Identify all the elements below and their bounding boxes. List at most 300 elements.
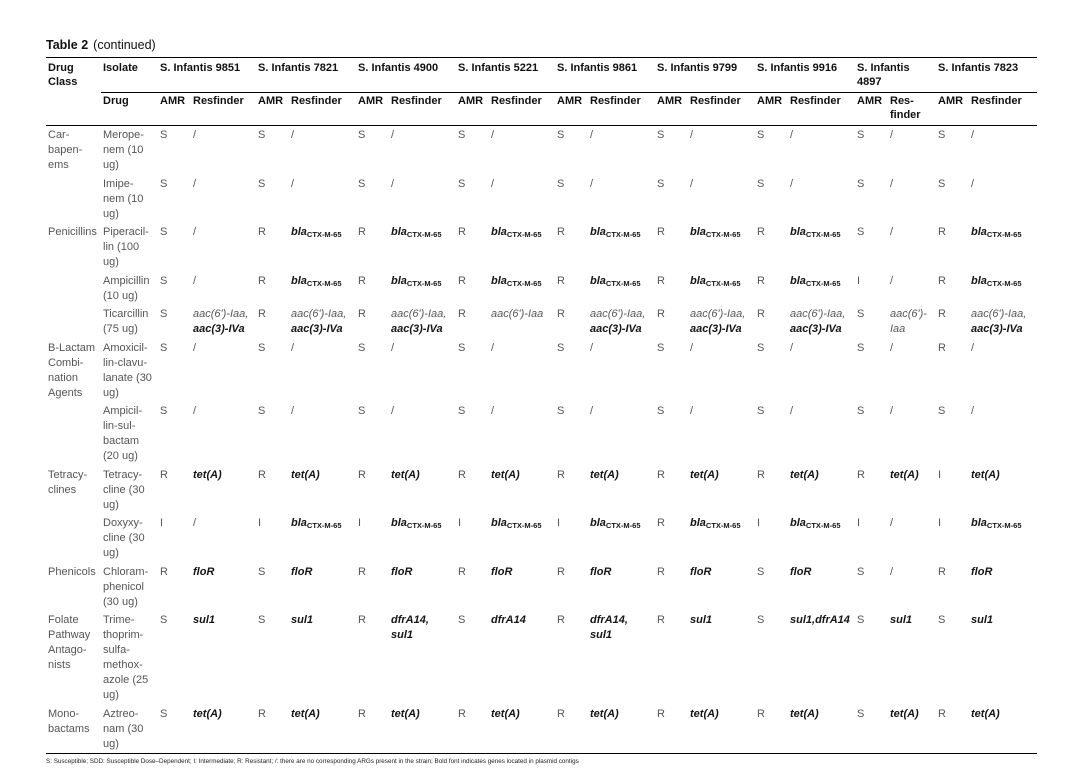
amr-result: S <box>857 341 865 354</box>
amr-result: S <box>557 129 565 141</box>
gene-label: / <box>491 129 495 141</box>
gene-entry <box>291 565 354 580</box>
gene-entry <box>790 707 853 722</box>
amr-result: R <box>757 274 765 287</box>
drug-class-cell: Folate Pathway Antago- nists <box>48 614 91 671</box>
gene-entry <box>491 307 553 322</box>
resfinder-genes <box>888 402 936 466</box>
no-gene-marker <box>391 128 454 143</box>
gene-label: bla <box>971 517 987 529</box>
resfinder-genes <box>588 175 655 224</box>
gene-entry <box>790 225 853 240</box>
amr-result: R <box>757 226 765 238</box>
gene-entry <box>790 307 853 322</box>
gene-label: / <box>890 405 894 417</box>
no-gene-marker <box>890 274 934 289</box>
resfinder-genes <box>389 175 456 224</box>
amr-result: R <box>757 468 765 481</box>
amr-result: R <box>557 468 565 481</box>
table-row <box>46 223 1037 272</box>
gene-entry <box>890 707 934 722</box>
amr-result: S <box>458 129 466 141</box>
resfinder-genes <box>289 223 356 272</box>
gene-label: tet(A) <box>790 707 819 720</box>
amr-result: R <box>458 226 466 238</box>
resfinder-genes <box>289 126 356 175</box>
gene-label: tet(A) <box>890 468 919 481</box>
resfinder-genes <box>888 305 936 339</box>
resfinder-genes <box>191 339 256 403</box>
resfinder-genes <box>588 514 655 563</box>
gene-label: bla <box>790 274 806 287</box>
gene-label: / <box>193 517 197 529</box>
amr-result: S <box>657 177 665 190</box>
amr-result: S <box>160 707 168 720</box>
resfinder-genes <box>489 563 555 612</box>
gene-label: tet(A) <box>590 707 619 720</box>
resfinder-header: Resfinder <box>788 93 855 126</box>
gene-entry <box>971 274 1035 289</box>
gene-entry <box>193 707 254 722</box>
header-row-isolates <box>46 58 1037 93</box>
gene-entry <box>971 516 1035 531</box>
gene-label: floR <box>193 565 215 578</box>
gene-label: sul1 <box>690 614 713 626</box>
amr-result: R <box>657 468 665 481</box>
resfinder-genes <box>289 402 356 466</box>
resfinder-genes <box>191 514 256 563</box>
gene-entry <box>291 613 354 628</box>
no-gene-marker <box>690 341 753 356</box>
amr-result: R <box>657 565 665 578</box>
resfinder-genes <box>191 175 256 224</box>
no-gene-marker <box>790 177 853 192</box>
resfinder-genes <box>788 175 855 224</box>
amr-result: S <box>358 177 366 190</box>
isolate-name-header: S. Infantis 4900 <box>356 58 456 93</box>
resfinder-genes <box>688 126 755 175</box>
gene-label: tet(A) <box>391 707 420 720</box>
gene-entry <box>491 707 553 722</box>
amr-result: S <box>857 177 865 190</box>
drug-name-cell: Imipe- nem (10 ug) <box>103 177 144 220</box>
resfinder-genes <box>489 466 555 515</box>
gene-entry <box>193 307 254 322</box>
amr-result: R <box>358 614 366 626</box>
gene-label: tet(A) <box>391 468 420 481</box>
resfinder-genes <box>969 611 1037 705</box>
resfinder-genes <box>191 402 256 466</box>
amr-result: R <box>557 226 565 238</box>
amr-header: AMR <box>855 93 888 126</box>
amr-result: S <box>258 405 266 417</box>
resfinder-genes <box>969 402 1037 466</box>
amr-result: R <box>938 274 946 287</box>
resfinder-genes <box>389 126 456 175</box>
gene-label: / <box>890 226 894 238</box>
resfinder-genes <box>588 705 655 754</box>
resfinder-genes <box>788 272 855 306</box>
amr-result: S <box>258 177 266 190</box>
resfinder-genes <box>888 339 936 403</box>
amr-header: AMR <box>456 93 489 126</box>
gene-label: aac(3)-IVa <box>590 323 642 335</box>
gene-entry <box>890 307 934 337</box>
gene-label: / <box>590 405 594 417</box>
gene-entry <box>193 565 254 580</box>
no-gene-marker <box>590 177 653 192</box>
drug-class-cell: Mono- bactams <box>48 707 90 735</box>
no-gene-marker <box>491 128 553 143</box>
amr-result: I <box>258 517 262 529</box>
gene-label: floR <box>971 565 993 578</box>
gene-entry <box>790 274 853 289</box>
resfinder-genes <box>588 339 655 403</box>
gene-label: / <box>291 129 295 141</box>
resfinder-genes <box>191 563 256 612</box>
gene-label: / <box>391 177 395 190</box>
resfinder-genes <box>389 402 456 466</box>
amr-result: S <box>160 308 168 320</box>
resfinder-genes <box>969 563 1037 612</box>
no-gene-marker <box>291 404 354 419</box>
gene-label: bla <box>391 517 407 529</box>
amr-result: S <box>160 405 168 417</box>
amr-header: AMR <box>655 93 688 126</box>
amr-header: AMR <box>256 93 289 126</box>
amr-result: S <box>757 129 765 141</box>
gene-label: / <box>890 177 894 190</box>
gene-label: / <box>193 177 197 190</box>
amr-result: R <box>657 308 665 320</box>
table-footnote: S: Susceptible; SDD: Susceptible Dose–Dependent; I: Intermediate; R: Resistant; /: there are no corresponding ARGs present in the strain; Bold font indicates genes located in plasmid contigs <box>46 758 579 765</box>
gene-label: bla <box>590 226 606 238</box>
amr-result: R <box>657 226 665 238</box>
resfinder-header: Resfinder <box>191 93 256 126</box>
resfinder-genes <box>688 305 755 339</box>
table-header <box>46 58 1037 126</box>
gene-label: aac(6')-Iaa, <box>391 308 447 320</box>
gene-label: bla <box>790 517 806 529</box>
gene-label: bla <box>690 274 706 287</box>
no-gene-marker <box>971 341 1035 356</box>
gene-label: sul1 <box>391 629 414 641</box>
resfinder-header: Res- finder <box>888 93 936 126</box>
no-gene-marker <box>391 404 454 419</box>
resfinder-genes <box>289 514 356 563</box>
no-gene-marker <box>291 177 354 192</box>
gene-label: aac(6')-Iaa, <box>971 308 1027 320</box>
resfinder-header: Resfinder <box>969 93 1037 126</box>
gene-subscript: CTX-M-65 <box>705 521 741 530</box>
gene-entry <box>790 565 853 580</box>
resfinder-genes <box>688 563 755 612</box>
gene-entry <box>890 468 934 483</box>
gene-entry <box>971 613 1035 628</box>
table-row <box>46 175 1037 224</box>
resfinder-genes <box>389 339 456 403</box>
gene-label: / <box>291 177 295 190</box>
no-gene-marker <box>971 404 1035 419</box>
gene-label: bla <box>291 274 307 287</box>
isolate-name-header: S. Infantis 9916 <box>755 58 855 93</box>
gene-entry <box>391 628 454 643</box>
amr-result: R <box>358 226 366 238</box>
resfinder-genes <box>888 466 936 515</box>
gene-entry <box>690 613 753 628</box>
amr-result: R <box>358 274 366 287</box>
table-row <box>46 126 1037 175</box>
gene-label: / <box>590 129 594 141</box>
no-gene-marker <box>690 177 753 192</box>
amr-result: R <box>938 707 946 720</box>
gene-label: aac(3)-IVa <box>690 323 742 335</box>
gene-label: / <box>690 405 694 417</box>
drug-name-cell: Ampicil- lin-sul- bactam (20 ug) <box>103 405 143 462</box>
amr-result: S <box>258 565 266 578</box>
resfinder-genes <box>788 611 855 705</box>
amr-result: I <box>757 517 761 529</box>
amr-result: I <box>857 274 861 287</box>
gene-label: bla <box>491 274 507 287</box>
amr-result: R <box>657 707 665 720</box>
amr-result: R <box>938 565 946 578</box>
gene-subscript: CTX-M-65 <box>306 230 342 239</box>
gene-label: / <box>971 405 975 417</box>
gene-subscript: CTX-M-65 <box>406 521 442 530</box>
resfinder-genes <box>888 514 936 563</box>
gene-label: / <box>193 274 197 287</box>
resfinder-genes <box>688 272 755 306</box>
gene-entry <box>291 516 354 531</box>
no-gene-marker <box>193 404 254 419</box>
no-gene-marker <box>890 516 934 531</box>
resfinder-genes <box>588 126 655 175</box>
amr-result: R <box>657 614 665 626</box>
amr-result: R <box>557 614 565 626</box>
gene-label: floR <box>590 565 612 578</box>
drug-name-cell: Piperacil- lin (100 ug) <box>103 226 149 268</box>
gene-label: / <box>890 129 894 141</box>
isolate-header: Isolate <box>101 58 158 93</box>
amr-result: S <box>160 614 168 626</box>
isolate-name-header: S. Infantis 5221 <box>456 58 555 93</box>
resfinder-genes <box>788 514 855 563</box>
drug-class-cell: B-Lactam Combi- nation Agents <box>48 341 96 399</box>
gene-subscript: CTX-M-65 <box>506 521 542 530</box>
gene-label: tet(A) <box>193 707 222 720</box>
amr-result: S <box>258 614 266 626</box>
gene-subscript: CTX-M-65 <box>406 230 442 239</box>
gene-label: / <box>193 129 197 141</box>
table-row <box>46 514 1037 563</box>
no-gene-marker <box>193 128 254 143</box>
resfinder-genes <box>389 705 456 754</box>
gene-label: dfrA14, <box>590 614 628 626</box>
no-gene-marker <box>491 177 553 192</box>
amr-result: S <box>857 226 865 238</box>
gene-label: floR <box>690 565 712 578</box>
resfinder-genes <box>969 305 1037 339</box>
resfinder-genes <box>788 305 855 339</box>
resfinder-genes <box>389 563 456 612</box>
drug-class-header: Drug Class <box>46 58 101 126</box>
amr-result: S <box>938 177 946 190</box>
gene-label: bla <box>391 274 407 287</box>
gene-label: bla <box>391 226 407 238</box>
gene-subscript: CTX-M-65 <box>986 521 1022 530</box>
amr-result: S <box>557 405 565 417</box>
resfinder-genes <box>588 305 655 339</box>
gene-entry <box>491 565 553 580</box>
isolate-name-header: S. Infantis 9861 <box>555 58 655 93</box>
amr-header: AMR <box>555 93 588 126</box>
amr-result: S <box>458 341 466 354</box>
amr-result: I <box>458 517 462 529</box>
gene-label: / <box>291 341 295 354</box>
gene-entry <box>790 322 853 337</box>
no-gene-marker <box>590 341 653 356</box>
gene-label: / <box>790 177 794 190</box>
no-gene-marker <box>890 341 934 356</box>
gene-label: aac(3)-IVa <box>291 323 343 335</box>
amr-result: S <box>358 341 366 354</box>
gene-label: / <box>971 341 975 354</box>
gene-label: bla <box>971 226 987 238</box>
amr-result: S <box>458 405 466 417</box>
gene-label: tet(A) <box>971 468 1000 481</box>
gene-entry <box>690 274 753 289</box>
resfinder-genes <box>489 705 555 754</box>
resfinder-genes <box>489 611 555 705</box>
amr-result: R <box>938 226 946 238</box>
gene-entry <box>590 628 653 643</box>
no-gene-marker <box>193 177 254 192</box>
gene-entry <box>291 274 354 289</box>
amr-result: I <box>557 517 561 529</box>
drug-class-cell: Tetracy- clines <box>48 468 88 496</box>
gene-label: / <box>690 177 694 190</box>
amr-header: AMR <box>936 93 969 126</box>
table-continued-note: (continued) <box>93 38 156 52</box>
amr-result: R <box>557 274 565 287</box>
gene-entry <box>391 516 454 531</box>
amr-result: R <box>358 565 366 578</box>
gene-label: floR <box>391 565 413 578</box>
gene-entry <box>590 225 653 240</box>
table-row <box>46 305 1037 339</box>
resfinder-genes <box>788 563 855 612</box>
gene-label: dfrA14, <box>391 614 429 626</box>
gene-subscript: CTX-M-65 <box>605 278 641 288</box>
gene-entry <box>690 225 753 240</box>
gene-entry <box>193 613 254 628</box>
table-title <box>46 37 156 53</box>
gene-label: sul1,dfrA14 <box>790 614 850 626</box>
gene-label: / <box>890 341 894 354</box>
drug-class-cell: Car- bapen- ems <box>48 129 83 171</box>
resfinder-genes <box>191 611 256 705</box>
gene-subscript: CTX-M-65 <box>406 278 442 288</box>
gene-label: aac(3)-IVa <box>193 323 245 335</box>
gene-entry <box>491 468 553 483</box>
resfinder-genes <box>489 402 555 466</box>
table-row <box>46 705 1037 754</box>
resfinder-genes <box>688 223 755 272</box>
drug-name-cell: Aztreo- nam (30 ug) <box>103 707 144 750</box>
gene-label: / <box>790 341 794 354</box>
gene-label: floR <box>291 565 313 578</box>
resfinder-genes <box>969 705 1037 754</box>
resfinder-genes <box>289 611 356 705</box>
resfinder-genes <box>688 175 755 224</box>
gene-entry <box>690 565 753 580</box>
resfinder-header: Resfinder <box>588 93 655 126</box>
gene-label: tet(A) <box>291 468 320 481</box>
amr-result: R <box>938 308 946 320</box>
no-gene-marker <box>193 516 254 531</box>
gene-label: sul1 <box>291 614 314 626</box>
no-gene-marker <box>790 128 853 143</box>
resfinder-genes <box>289 705 356 754</box>
amr-result: R <box>258 468 266 481</box>
gene-label: tet(A) <box>690 468 719 481</box>
gene-entry <box>291 322 354 337</box>
resfinder-genes <box>888 126 936 175</box>
gene-entry <box>971 468 1035 483</box>
drug-name-cell: Chloram- phenicol (30 ug) <box>103 565 149 608</box>
resfinder-genes <box>788 466 855 515</box>
amr-result: R <box>657 274 665 287</box>
amr-result: R <box>657 517 665 529</box>
drug-header: Drug <box>101 93 158 126</box>
gene-label: tet(A) <box>790 468 819 481</box>
resfinder-genes <box>489 339 555 403</box>
resfinder-genes <box>969 126 1037 175</box>
amr-result: S <box>857 308 865 320</box>
gene-entry <box>690 707 753 722</box>
table-row <box>46 339 1037 403</box>
amr-result: S <box>458 614 466 626</box>
gene-entry <box>391 274 454 289</box>
gene-entry <box>391 225 454 240</box>
drug-name-cell: Doxyxy- cline (30 ug) <box>103 517 145 559</box>
amr-result: S <box>657 341 665 354</box>
resfinder-genes <box>489 175 555 224</box>
amr-result: R <box>458 274 466 287</box>
drug-name-cell: Tetracy- cline (30 ug) <box>103 468 145 511</box>
amr-result: R <box>358 468 366 481</box>
gene-label: aac(6')-Iaa <box>491 308 544 320</box>
gene-entry <box>491 613 553 628</box>
resfinder-genes <box>191 223 256 272</box>
resfinder-genes <box>688 705 755 754</box>
gene-entry <box>291 707 354 722</box>
gene-entry <box>690 322 753 337</box>
amr-result: I <box>938 468 942 481</box>
gene-entry <box>790 468 853 483</box>
resfinder-genes <box>969 272 1037 306</box>
resfinder-header: Resfinder <box>489 93 555 126</box>
resfinder-genes <box>788 402 855 466</box>
resfinder-genes <box>888 223 936 272</box>
amr-result: S <box>857 614 865 626</box>
resfinder-genes <box>191 126 256 175</box>
resfinder-genes <box>389 272 456 306</box>
resfinder-genes <box>489 223 555 272</box>
amr-result: I <box>857 517 861 529</box>
resfinder-genes <box>888 611 936 705</box>
